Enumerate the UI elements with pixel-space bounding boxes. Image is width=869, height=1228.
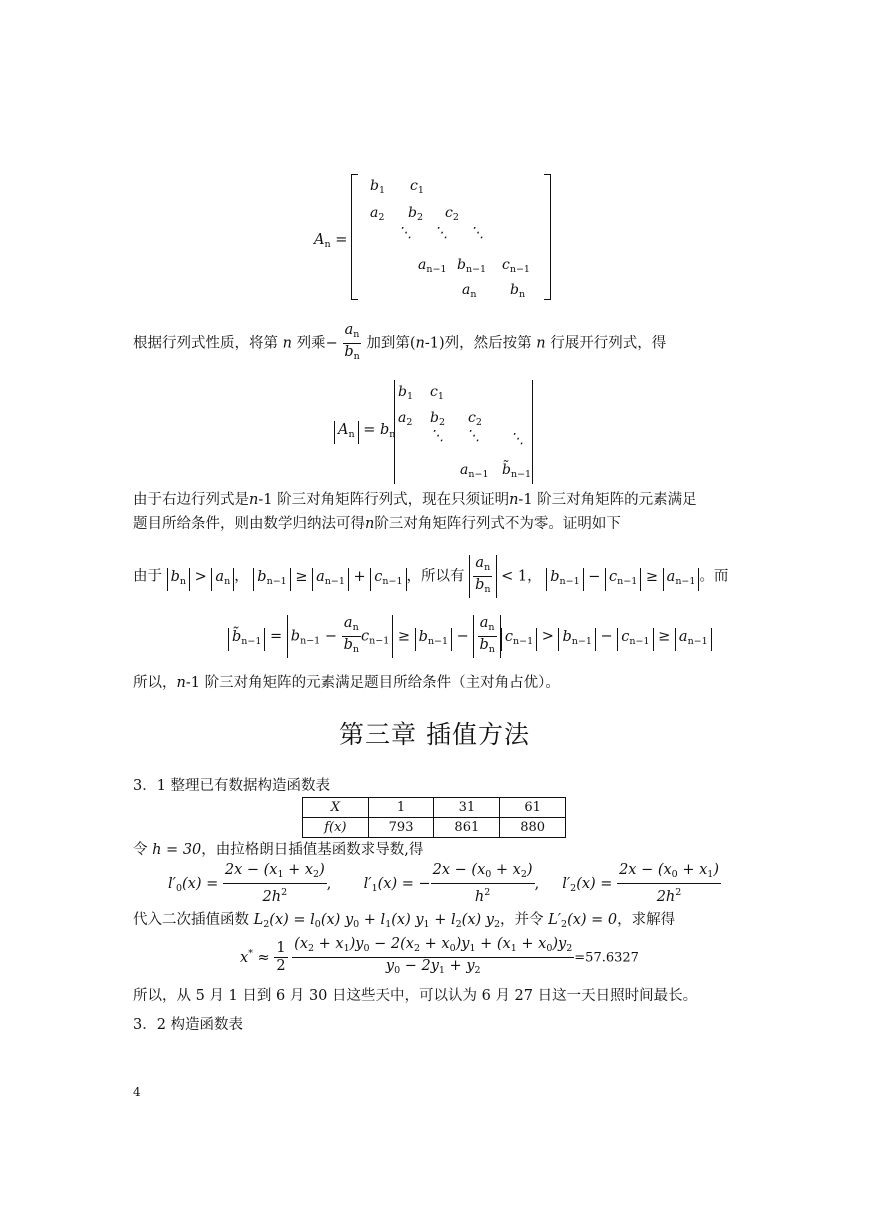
page-number: 4 bbox=[133, 1085, 141, 1099]
matrix-entry-c2: $c_2$ bbox=[445, 205, 459, 223]
matrix-right-bracket bbox=[544, 174, 551, 300]
determinant-block bbox=[330, 378, 550, 488]
det-ddots-1: ⋱ bbox=[430, 428, 444, 444]
xstar-formula: x* ≈ $\frac{1}{2}$ $\frac{(x_2 + x_1)y_0 - 2(x_2 + x_0)y_1 + (x_1 + x_0)y_2}{y_0 - 2y_1 + y_2}$ =57.6327 bbox=[240, 936, 639, 976]
xstar-value: =57.6327 bbox=[574, 950, 639, 966]
det-ddots-2: ⋱ bbox=[466, 428, 480, 444]
table-cell: X bbox=[303, 798, 369, 818]
table-row bbox=[303, 818, 566, 838]
matrix-entry-b2: $b_2$ bbox=[408, 205, 424, 223]
table-cell: f(x) bbox=[303, 818, 369, 838]
matrix-left-bracket bbox=[351, 174, 358, 300]
determinant-left-bar bbox=[394, 380, 395, 484]
matrix-entry-b1: $b_1$ bbox=[370, 178, 386, 196]
det-ddots-3: ⋱ bbox=[510, 431, 524, 447]
determinant-right-bar bbox=[532, 380, 533, 484]
matrix-a-block bbox=[310, 170, 570, 305]
matrix-ddots-3: ⋱ bbox=[470, 225, 484, 241]
paragraph-induction-line2: 题目所给条件，则由数学归纳法可得n阶三对角矩阵行列式不为零。证明如下 bbox=[133, 516, 621, 532]
paragraph-quadratic-interp: 代入二次插值函数 $L_2(x) = l_0(x) y_0 + l_1(x) y_1 + l_2(x)$ $y_2$，并令 $L'_2(x) = 0$，求解得 bbox=[133, 912, 676, 930]
matrix-entry-c1: $c_1$ bbox=[410, 178, 424, 196]
table-cell: 61 bbox=[500, 798, 566, 818]
section-3-2-heading: 3．2 构造函数表 bbox=[133, 1017, 244, 1033]
matrix-entry-bn: $b_n$ bbox=[510, 282, 526, 300]
function-table bbox=[302, 797, 566, 838]
matrix-entry-cn-1: $c_{n-1}$ bbox=[502, 257, 530, 275]
table-row bbox=[303, 798, 566, 818]
table-cell: 1 bbox=[368, 798, 434, 818]
paragraph-induction-line1: 由于右边行列式是n-1 阶三对角矩阵行列式，现在只须证明n-1 阶三对角矩阵的元素满足 bbox=[133, 492, 697, 508]
det-entry-c1: $c_1$ bbox=[430, 384, 444, 402]
determinant-lhs: $A_n = b_n$ bbox=[334, 420, 395, 445]
section-3-1-heading: 3．1 整理已有数据构造函数表 bbox=[133, 778, 331, 794]
det-entry-b1: $b_1$ bbox=[398, 384, 414, 402]
table-cell: 31 bbox=[434, 798, 500, 818]
matrix-entry-an-1: $a_{n-1}$ bbox=[418, 257, 447, 275]
equation-btilde-bound: $b̃_{n-1} = b_{n-1}$ − $\frac{a_n}{b_n}$ $c_{n-1} \ge b_{n-1}$ − $\frac{a_n}{b_n}$ $c_{n-1} > b_{n-1} - c_{n-1} \ge a_{n-1}$ bbox=[228, 615, 712, 658]
paragraph-lagrange-intro: 令 h = 30，由拉格朗日插值基函数求导数,得 bbox=[133, 842, 424, 858]
det-entry-an-1: $a_{n-1}$ bbox=[460, 462, 489, 480]
matrix-entry-a2: $a_2$ bbox=[370, 205, 385, 223]
matrix-ddots-2: ⋱ bbox=[434, 225, 448, 241]
paragraph-sunlight-conclusion: 所以，从 5 月 1 日到 6 月 30 日这些天中，可以认为 6 月 27 日这一天日照时间最长。 bbox=[133, 988, 698, 1004]
matrix-entry-bn-1: $b_{n-1}$ bbox=[457, 257, 487, 275]
det-entry-b2: $b_2$ bbox=[430, 410, 446, 428]
matrix-a-label: $A_n$ = bbox=[314, 232, 348, 250]
paragraph-inequalities: 由于 $b_n > a_n$ ， $b_{n-1} \ge a_{n-1} + c_{n-1}$ ，所以有 $\frac{a_n}{b_n}$ < 1， $b_{n-1} - c_{n-1} \ge a_{n-1}$ 。而 bbox=[133, 555, 728, 598]
table-cell: 793 bbox=[368, 818, 434, 838]
fraction-an-over-bn: $\frac{a_n}{b_n}$ bbox=[344, 322, 360, 362]
matrix-ddots-1: ⋱ bbox=[398, 225, 412, 241]
paragraph-conclusion: 所以，n-1 阶三对角矩阵的元素满足题目所给条件（主对角占优）。 bbox=[133, 675, 560, 691]
chapter-title: 第三章 插值方法 bbox=[339, 720, 530, 749]
matrix-entry-an: $a_n$ bbox=[462, 282, 477, 300]
det-entry-c2: $c_2$ bbox=[468, 410, 482, 428]
table-cell: 861 bbox=[434, 818, 500, 838]
lagrange-derivative-formulas: $l'_0(x)$ = $\frac{2x - (x_1 + x_2)}{2h^2}$ , $l'_1(x)$ = − $\frac{2x - (x_0 + x_2)}{h^2}$ , $l'_2(x)$ = $\frac{2x - (x_0 + x_1)}{2h^2}$ bbox=[168, 862, 719, 905]
det-entry-a2: $a_2$ bbox=[398, 410, 413, 428]
paragraph-column-operation: 根据行列式性质，将第 n 列乘− $\frac{a_n}{b_n}$ 加到第(n-1)列，然后按第 n 行展开行列式，得 bbox=[133, 322, 666, 365]
det-entry-btilde-n-1: $b̃_{n-1}$ bbox=[502, 462, 532, 480]
table-cell: 880 bbox=[500, 818, 566, 838]
